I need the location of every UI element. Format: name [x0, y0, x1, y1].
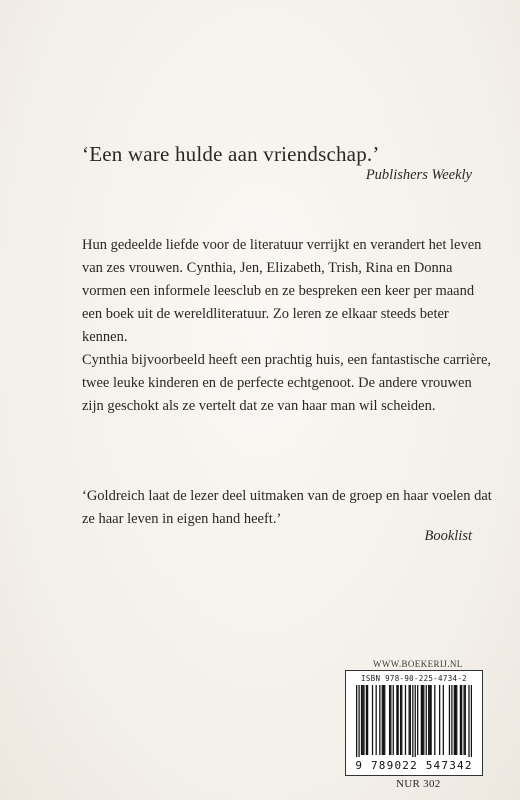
- barcode-bar: [384, 685, 385, 755]
- barcode-bar: [471, 685, 472, 757]
- barcode-bar: [396, 685, 397, 755]
- barcode-bar: [367, 685, 368, 755]
- barcode-bar: [361, 685, 362, 755]
- barcode-bar: [423, 685, 424, 755]
- barcode-bar: [439, 685, 440, 755]
- barcode-bar: [356, 685, 357, 757]
- barcode-bar: [428, 685, 429, 755]
- barcode-bar: [463, 685, 464, 755]
- barcode-bar: [366, 685, 367, 755]
- publisher-website: WWW.BOEKERIJ.NL: [373, 659, 463, 669]
- barcode-bar: [379, 685, 380, 755]
- barcode-bar: [398, 685, 399, 755]
- blurb-paragraph-1: Hun gedeelde liefde voor de literatuur verrijkt en verandert het leven van zes vrouwen. Cynthia, Jen, Elizabeth, Trish, Rina en Donna vormen een informele leesclub en ze bespreken een keer per maand een boek uit de wereldliteratuur. Zo leren ze elkaar steeds beter kennen.: [82, 237, 482, 345]
- barcode-bar: [465, 685, 466, 755]
- barcode-bar: [393, 685, 394, 755]
- barcode-bar: [468, 685, 469, 757]
- barcode-bar: [454, 685, 455, 755]
- barcode-bar: [362, 685, 363, 755]
- barcode-bar: [389, 685, 390, 755]
- blurb-paragraph-2: Cynthia bijvoorbeeld heeft een prachtig huis, een fantastische carrière, twee leuke kinderen en de perfecte echtgenoot. De andere vrouwen zijn geschokt als ze vertelt dat ze van haar man wil scheiden.: [82, 352, 492, 414]
- barcode-bar: [382, 685, 383, 755]
- barcode-bar: [372, 685, 373, 755]
- barcode-bar: [456, 685, 457, 755]
- nur-code: NUR 302: [396, 778, 441, 790]
- ean-digits: 9 789022 547342: [355, 759, 473, 772]
- review-quote: ‘Goldreich laat de lezer deel uitmaken van de groep en haar voelen dat ze haar leven in eigen hand heeft.’: [82, 488, 492, 527]
- barcode-bar: [434, 685, 435, 755]
- barcode-bar: [449, 685, 450, 755]
- barcode-bar: [417, 685, 418, 755]
- barcode-bar: [455, 685, 456, 755]
- featured-quote: ‘Een ware hulde aan vriendschap.’: [82, 142, 380, 166]
- barcode-bar: [383, 685, 384, 755]
- barcode-label: [345, 670, 483, 776]
- barcode-bar: [401, 685, 402, 755]
- isbn-text: ISBN 978-90-225-4734-2: [361, 674, 467, 683]
- ean-barcode: [356, 685, 472, 757]
- barcode-bar: [426, 685, 427, 755]
- barcode-bar: [461, 685, 462, 755]
- barcode-bar: [358, 685, 359, 757]
- barcode-bar: [405, 685, 406, 755]
- barcode-bar: [430, 685, 431, 755]
- barcode-bar: [451, 685, 452, 755]
- barcode-bar: [429, 685, 430, 755]
- review-quote-attribution: Booklist: [424, 528, 472, 544]
- barcode-bar: [390, 685, 391, 755]
- barcode-bar: [400, 685, 401, 755]
- barcode-bar: [460, 685, 461, 755]
- featured-quote-attribution: Publishers Weekly: [365, 167, 472, 183]
- barcode-bar: [409, 685, 410, 755]
- barcode-bar: [415, 685, 416, 757]
- barcode-bar: [410, 685, 411, 755]
- barcode-bar: [443, 685, 444, 755]
- barcode-bar: [376, 685, 377, 755]
- barcode-bar: [421, 685, 422, 755]
- blurb-text: [82, 234, 492, 418]
- barcode-bar: [422, 685, 423, 755]
- barcode-bar: [363, 685, 364, 755]
- barcode-bar: [412, 685, 413, 757]
